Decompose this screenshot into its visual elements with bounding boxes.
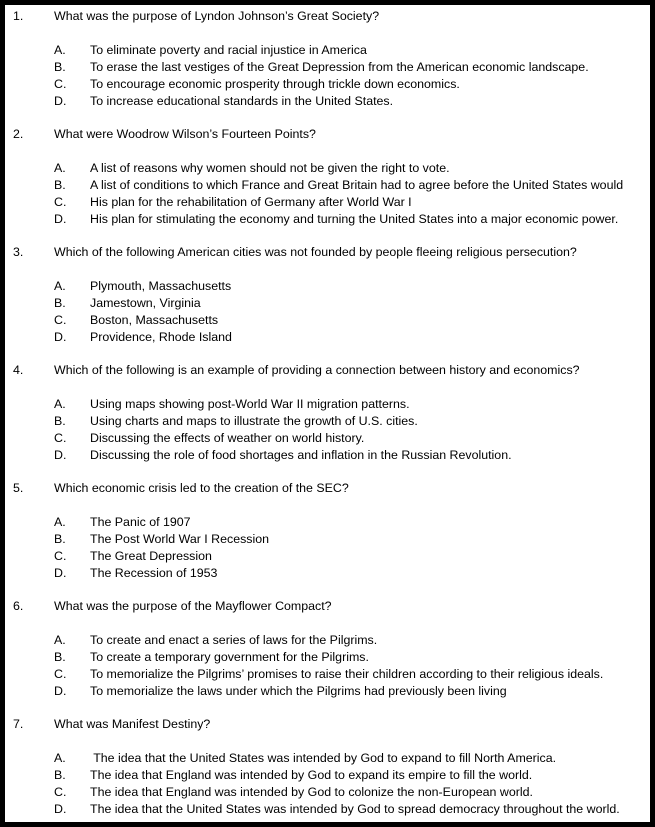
answer-text: To create a temporary government for the Pilgrims.: [90, 649, 369, 664]
answer-text: The Post World War I Recession: [90, 531, 270, 546]
answer-option: [13, 194, 655, 211]
answer-option: [13, 211, 655, 228]
answer-option: [13, 177, 655, 194]
answer-letter: D.: [54, 447, 67, 462]
answer-option: [13, 76, 655, 93]
answer-option: [13, 784, 655, 801]
answer-letter: A.: [54, 750, 66, 765]
answer-letter: C.: [54, 194, 67, 209]
answer-text: To encourage economic prosperity through trickle down economics.: [90, 76, 460, 91]
answer-text: His plan for stimulating the economy and turning the United States into a major economic power.: [90, 211, 619, 226]
quiz-content: [13, 8, 655, 827]
question-text: What was the purpose of Lyndon Johnson’s Great Society?: [54, 9, 380, 23]
question-number: 5.: [13, 481, 24, 495]
answer-letter: B.: [54, 59, 66, 74]
answer-letter: A.: [54, 632, 66, 647]
answer-text: To create and enact a series of laws for the Pilgrims.: [90, 632, 378, 647]
question-text: Which economic crisis led to the creation of the SEC?: [54, 481, 349, 495]
answer-text: The idea that the United States was intended by God to expand to fill North America.: [90, 750, 557, 765]
question-number: 7.: [13, 717, 24, 731]
question-text: Which of the following is an example of providing a connection between history and economics?: [54, 363, 580, 377]
answer-option: [13, 278, 655, 295]
answer-text: Using charts and maps to illustrate the growth of U.S. cities.: [90, 413, 418, 428]
answer-text: The Recession of 1953: [90, 565, 218, 580]
answer-letter: D.: [54, 329, 67, 344]
question-row: [13, 362, 655, 379]
answer-option: [13, 649, 655, 666]
answer-letter: D.: [54, 801, 67, 816]
answer-text: Discussing the role of food shortages and inflation in the Russian Revolution.: [90, 447, 512, 462]
answer-option: [13, 447, 655, 464]
question-text: What were Woodrow Wilson’s Fourteen Points?: [54, 127, 316, 141]
answer-letter: C.: [54, 430, 67, 445]
answer-letter: C.: [54, 312, 67, 327]
answer-option: [13, 666, 655, 683]
answer-letter: B.: [54, 767, 66, 782]
answer-letter: C.: [54, 548, 67, 563]
answer-text: To memorialize the Pilgrims’ promises to raise their children according to their religious ideals.: [90, 666, 604, 681]
answer-letter: B.: [54, 177, 66, 192]
answer-option: [13, 93, 655, 110]
question-number: 6.: [13, 599, 24, 613]
question-1: [13, 8, 655, 110]
question-5: [13, 480, 655, 582]
question-6: [13, 598, 655, 700]
answer-option: [13, 329, 655, 346]
answer-text: His plan for the rehabilitation of Germany after World War I: [90, 194, 412, 209]
answer-letter: B.: [54, 649, 66, 664]
answer-letter: D.: [54, 565, 67, 580]
answer-text: To eliminate poverty and racial injustice in America: [90, 42, 367, 57]
answer-option: [13, 750, 655, 767]
answer-letter: A.: [54, 160, 66, 175]
question-row: [13, 8, 655, 25]
question-7: [13, 716, 655, 818]
question-number: 3.: [13, 245, 24, 259]
answer-letter: D.: [54, 211, 67, 226]
answer-letter: C.: [54, 76, 67, 91]
answer-text: To erase the last vestiges of the Great Depression from the American economic landscape.: [90, 59, 589, 74]
answer-letter: B.: [54, 413, 66, 428]
answer-option: [13, 42, 655, 59]
question-row: [13, 244, 655, 261]
answer-letter: B.: [54, 295, 66, 310]
question-number: 2.: [13, 127, 24, 141]
question-3: [13, 244, 655, 346]
answer-letter: D.: [54, 683, 67, 698]
question-number: 1.: [13, 9, 24, 23]
answer-text: To increase educational standards in the United States.: [90, 93, 394, 108]
answer-letter: B.: [54, 531, 66, 546]
answer-option: [13, 312, 655, 329]
answer-option: [13, 531, 655, 548]
answer-option: [13, 514, 655, 531]
answer-option: [13, 430, 655, 447]
answer-option: [13, 548, 655, 565]
answer-letter: A.: [54, 278, 66, 293]
answer-text: Providence, Rhode Island: [90, 329, 232, 344]
answer-text: The idea that England was intended by God to expand its empire to fill the world.: [90, 767, 533, 782]
answer-text: Plymouth, Massachusetts: [90, 278, 232, 293]
answer-letter: D.: [54, 93, 67, 108]
answer-option: [13, 767, 655, 784]
answer-letter: A.: [54, 396, 66, 411]
answer-text: Boston, Massachusetts: [90, 312, 219, 327]
question-text: What was the purpose of the Mayflower Compact?: [54, 599, 332, 613]
question-number: 4.: [13, 363, 24, 377]
answer-letter: A.: [54, 514, 66, 529]
answer-letter: C.: [54, 784, 67, 799]
answer-text: A list of conditions to which France and Great Britain had to agree before the United States would: [90, 177, 624, 192]
answer-text: Jamestown, Virginia: [90, 295, 201, 310]
question-row: [13, 598, 655, 615]
question-row: [13, 480, 655, 497]
answer-text: A list of reasons why women should not be given the right to vote.: [90, 160, 450, 175]
answer-text: To memorialize the laws under which the Pilgrims had previously been living: [90, 683, 507, 698]
answer-text: The Great Depression: [90, 548, 212, 563]
answer-option: [13, 160, 655, 177]
answer-letter: A.: [54, 42, 66, 57]
answer-option: [13, 683, 655, 700]
question-row: [13, 126, 655, 143]
answer-text: Using maps showing post-World War II migration patterns.: [90, 396, 410, 411]
question-4: [13, 362, 655, 464]
answer-text: Discussing the effects of weather on world history.: [90, 430, 365, 445]
question-text: Which of the following American cities was not founded by people fleeing religious persecution?: [54, 245, 577, 259]
answer-option: [13, 396, 655, 413]
answer-option: [13, 413, 655, 430]
answer-option: [13, 565, 655, 582]
question-2: [13, 126, 655, 228]
answer-letter: C.: [54, 666, 67, 681]
answer-option: [13, 59, 655, 76]
question-text: What was Manifest Destiny?: [54, 717, 211, 731]
answer-option: [13, 632, 655, 649]
answer-text: The Panic of 1907: [90, 514, 191, 529]
answer-option: [13, 801, 655, 818]
answer-option: [13, 295, 655, 312]
question-row: [13, 716, 655, 733]
answer-text: The idea that the United States was intended by God to spread democracy throughout the world.: [90, 801, 620, 816]
answer-text: The idea that England was intended by God to colonize the non-European world.: [90, 784, 533, 799]
